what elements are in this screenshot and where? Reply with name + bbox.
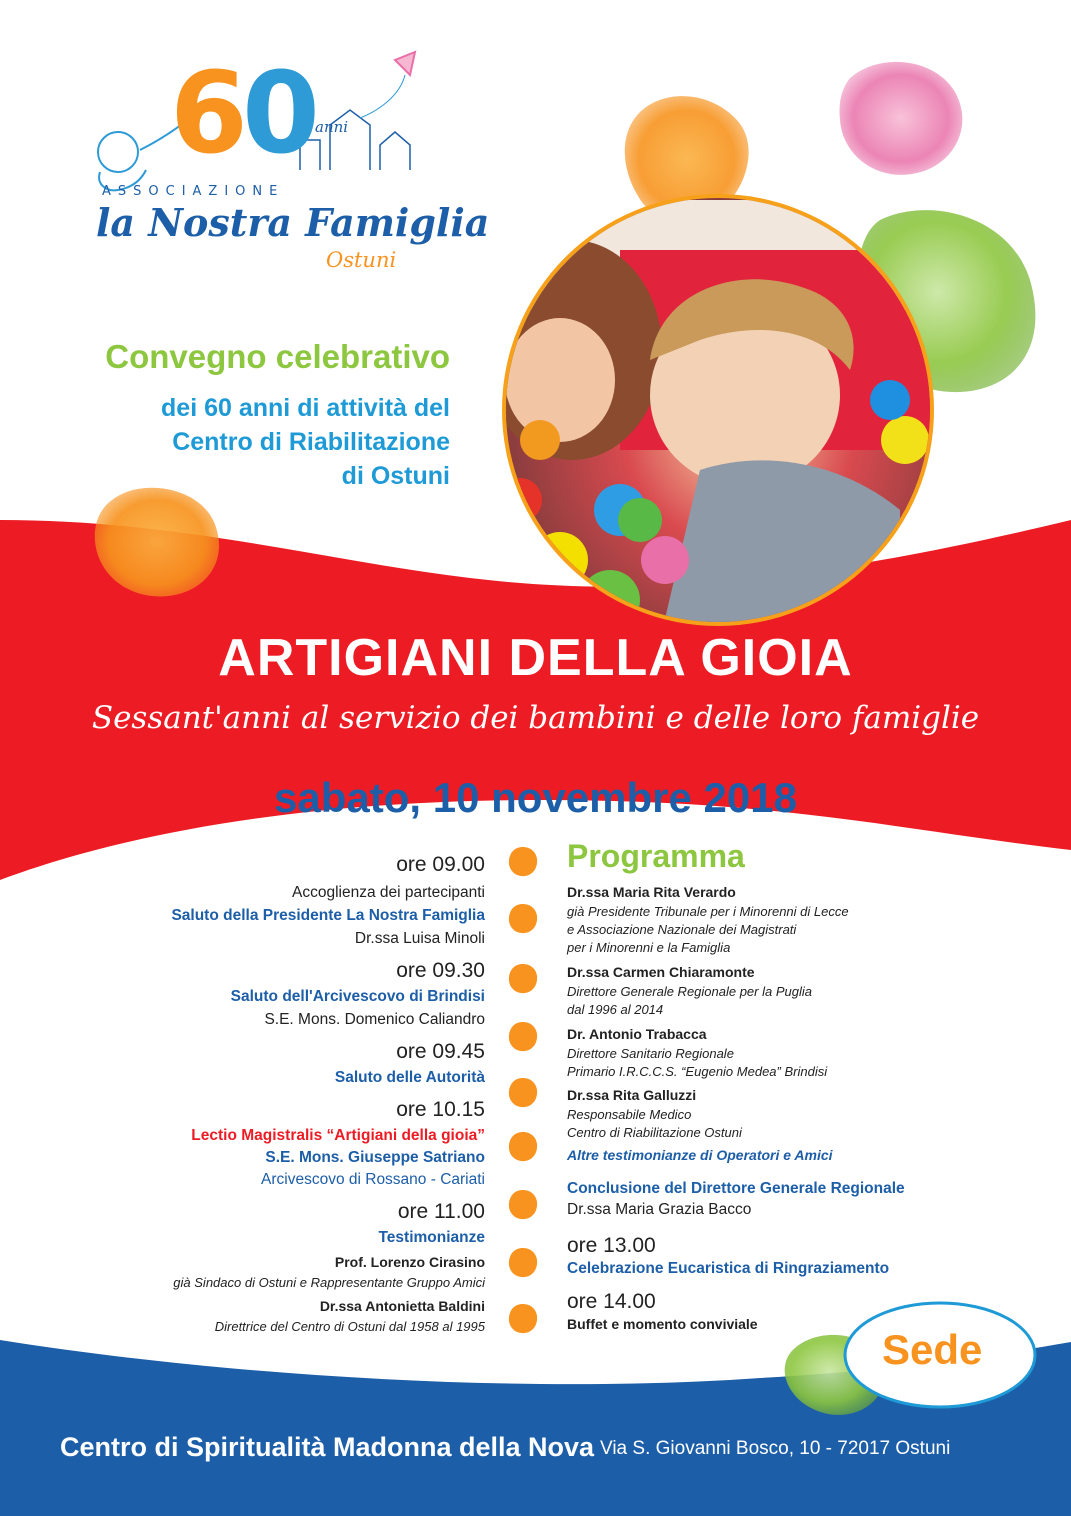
venue-name: Centro di Spiritualità Madonna della Nova: [60, 1432, 595, 1462]
bullet-icon: [506, 1188, 540, 1222]
schedule-time: ore 09.00: [396, 853, 485, 876]
schedule-entry: Accoglienza dei partecipanti: [291, 884, 485, 901]
logo-anni: anni: [315, 118, 349, 136]
logo-sixty: [170, 49, 314, 179]
speaker-role: e Associazione Nazionale dei Magistrati: [567, 922, 797, 937]
schedule-entry: Direttrice del Centro di Ostuni dal 1958 al 1995: [214, 1319, 485, 1334]
convegno-title: Convegno celebrativo: [105, 338, 450, 375]
venue-address: Via S. Giovanni Bosco, 10 - 72017 Ostuni: [600, 1438, 951, 1459]
bullet-icon: [506, 1302, 540, 1336]
convegno-line-1: dei 60 anni di attività del: [161, 394, 450, 422]
schedule-time: ore 13.00: [567, 1234, 656, 1257]
speaker-name: Dr. Antonio Trabacca: [567, 1026, 707, 1042]
schedule-entry: Arcivescovo di Rossano - Cariati: [261, 1171, 485, 1188]
programma-title: Programma: [567, 838, 745, 874]
speaker-role: Direttore Generale Regionale per la Puglia: [567, 984, 812, 999]
bullet-icon: [506, 962, 540, 996]
bullet-icon: [506, 1246, 540, 1280]
speaker-name: Dr.ssa Rita Galluzzi: [567, 1087, 697, 1103]
schedule-entry: S.E. Mons. Giuseppe Satriano: [265, 1149, 485, 1166]
logo-digit-six: 6: [170, 49, 242, 179]
schedule-entry: S.E. Mons. Domenico Caliandro: [264, 1011, 485, 1028]
schedule-entry: Testimonianze: [378, 1229, 485, 1246]
bullet-icon: [506, 1020, 540, 1054]
schedule-entry: Conclusione del Direttore Generale Regionale: [567, 1180, 905, 1197]
logo-city: Ostuni: [326, 248, 397, 272]
schedule-entry: Saluto delle Autorità: [334, 1069, 485, 1086]
schedule-time: ore 10.15: [396, 1098, 485, 1121]
convegno-line-3: di Ostuni: [341, 462, 450, 490]
logo-associazione: ASSOCIAZIONE: [102, 184, 285, 199]
schedule-entry: Dr.ssa Luisa Minoli: [354, 930, 485, 947]
sede-label: Sede: [882, 1326, 983, 1373]
schedule-entry: Altre testimonianze di Operatori e Amici: [567, 1147, 833, 1163]
speaker-role: Primario I.R.C.C.S. “Eugenio Medea” Brindisi: [567, 1064, 828, 1079]
schedule-entry: già Sindaco di Ostuni e Rappresentante Gruppo Amici: [173, 1275, 485, 1290]
schedule-time: ore 09.45: [396, 1040, 485, 1063]
schedule-entry: Dr.ssa Antonietta Baldini: [319, 1298, 485, 1314]
main-title: ARTIGIANI DELLA GIOIA: [218, 629, 853, 687]
convegno-line-2: Centro di Riabilitazione: [172, 428, 450, 456]
schedule-time: ore 14.00: [567, 1290, 656, 1313]
speaker-role: Responsabile Medico: [567, 1107, 692, 1122]
schedule-time: ore 11.00: [397, 1200, 485, 1223]
schedule-time: ore 09.30: [396, 959, 485, 982]
bullet-icon: [506, 1076, 540, 1110]
schedule-entry: Lectio Magistralis “Artigiani della gioia”: [191, 1127, 485, 1144]
speaker-name: Dr.ssa Maria Rita Verardo: [567, 884, 736, 900]
speaker-role: già Presidente Tribunale per i Minorenni di Lecce: [567, 904, 849, 919]
speaker-name: Dr.ssa Carmen Chiaramonte: [567, 964, 755, 980]
pink-blob: [839, 62, 962, 175]
speaker-role: Centro di Riabilitazione Ostuni: [567, 1125, 742, 1140]
schedule-entry: Buffet e momento conviviale: [567, 1316, 758, 1332]
bullet-icon: [506, 845, 540, 879]
event-date: sabato, 10 novembre 2018: [274, 774, 797, 821]
schedule-entry: Saluto della Presidente La Nostra Famiglia: [171, 907, 485, 924]
schedule-entry: Dr.ssa Maria Grazia Bacco: [567, 1201, 752, 1218]
schedule-entry: Celebrazione Eucaristica di Ringraziamento: [567, 1260, 890, 1277]
logo-name: la Nostra Famiglia: [96, 200, 490, 245]
bullet-icon: [506, 902, 540, 936]
logo-digit-zero: 0: [241, 49, 314, 179]
speaker-role: Direttore Sanitario Regionale: [567, 1046, 734, 1061]
speaker-role: dal 1996 al 2014: [567, 1002, 664, 1017]
schedule-entry: Saluto dell'Arcivescovo di Brindisi: [230, 988, 485, 1005]
speaker-role: per i Minorenni e la Famiglia: [567, 940, 731, 955]
subtitle: Sessant'anni al servizio dei bambini e delle loro famiglie: [91, 700, 980, 736]
schedule-entry: Prof. Lorenzo Cirasino: [334, 1254, 485, 1270]
bullet-icon: [506, 1130, 540, 1164]
